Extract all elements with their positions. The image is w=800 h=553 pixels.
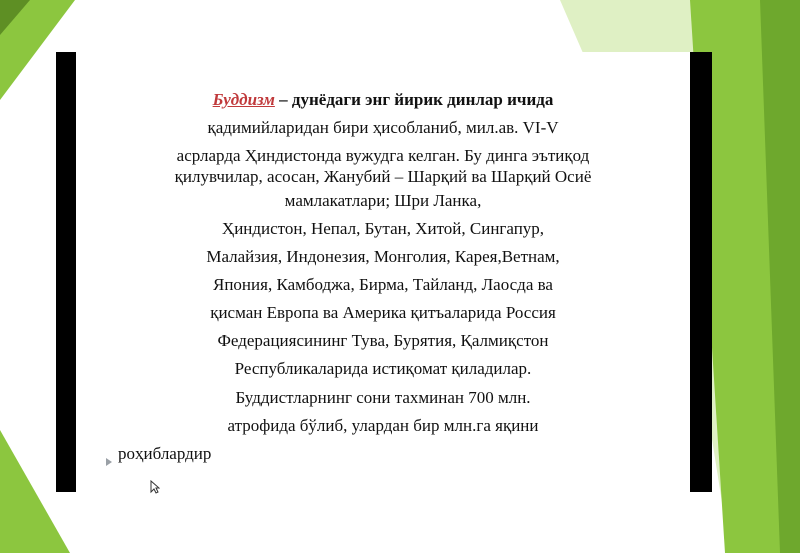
mouse-pointer-icon [150, 480, 160, 494]
text-line-13: атрофида бўлиб, улардан бир млн.га яқини [227, 416, 539, 435]
text-line-1: Буддизм – дунёдаги энг йирик динлар ичида [212, 90, 554, 109]
text-line-6: Ҳиндистон, Непал, Бутан, Хитой, Сингапур, [221, 219, 545, 238]
term-buddhism: Буддизм [212, 90, 275, 109]
text-line-12: Буддистларнинг сони тахминан 700 млн. [235, 388, 531, 407]
text-line-10: Федерациясининг Тува, Бурятия, Қалмиқстон [217, 331, 549, 350]
text-line-7: Малайзия, Индонезия, Монголия, Карея,Ветнам, [206, 247, 560, 266]
text-line-3: асрларда Ҳиндистонда вужудга келган. Бу динга эътиқод [176, 146, 590, 165]
slide-frame [56, 52, 712, 492]
text-line-9: қисман Европа ва Америка қитъаларида Россия [210, 303, 556, 322]
slide-content [76, 52, 690, 492]
text-line-4: қилувчилар, асосан, Жанубий – Шарқий ва Шарқий Осиё [174, 167, 592, 186]
text-line-2: қадимийларидан бири ҳисобланиб, мил.ав. VI-V [207, 118, 559, 137]
text-line-11: Республикаларида истиқомат қиладилар. [234, 359, 532, 378]
text-line-5: мамлакатлари; Шри Ланка, [284, 191, 482, 210]
text-line-14: роҳиблардир [118, 444, 212, 463]
bullet-arrow-icon [106, 458, 112, 466]
text-line-8: Япония, Камбоджа, Бирма, Тайланд, Лаосда ва [213, 275, 553, 294]
